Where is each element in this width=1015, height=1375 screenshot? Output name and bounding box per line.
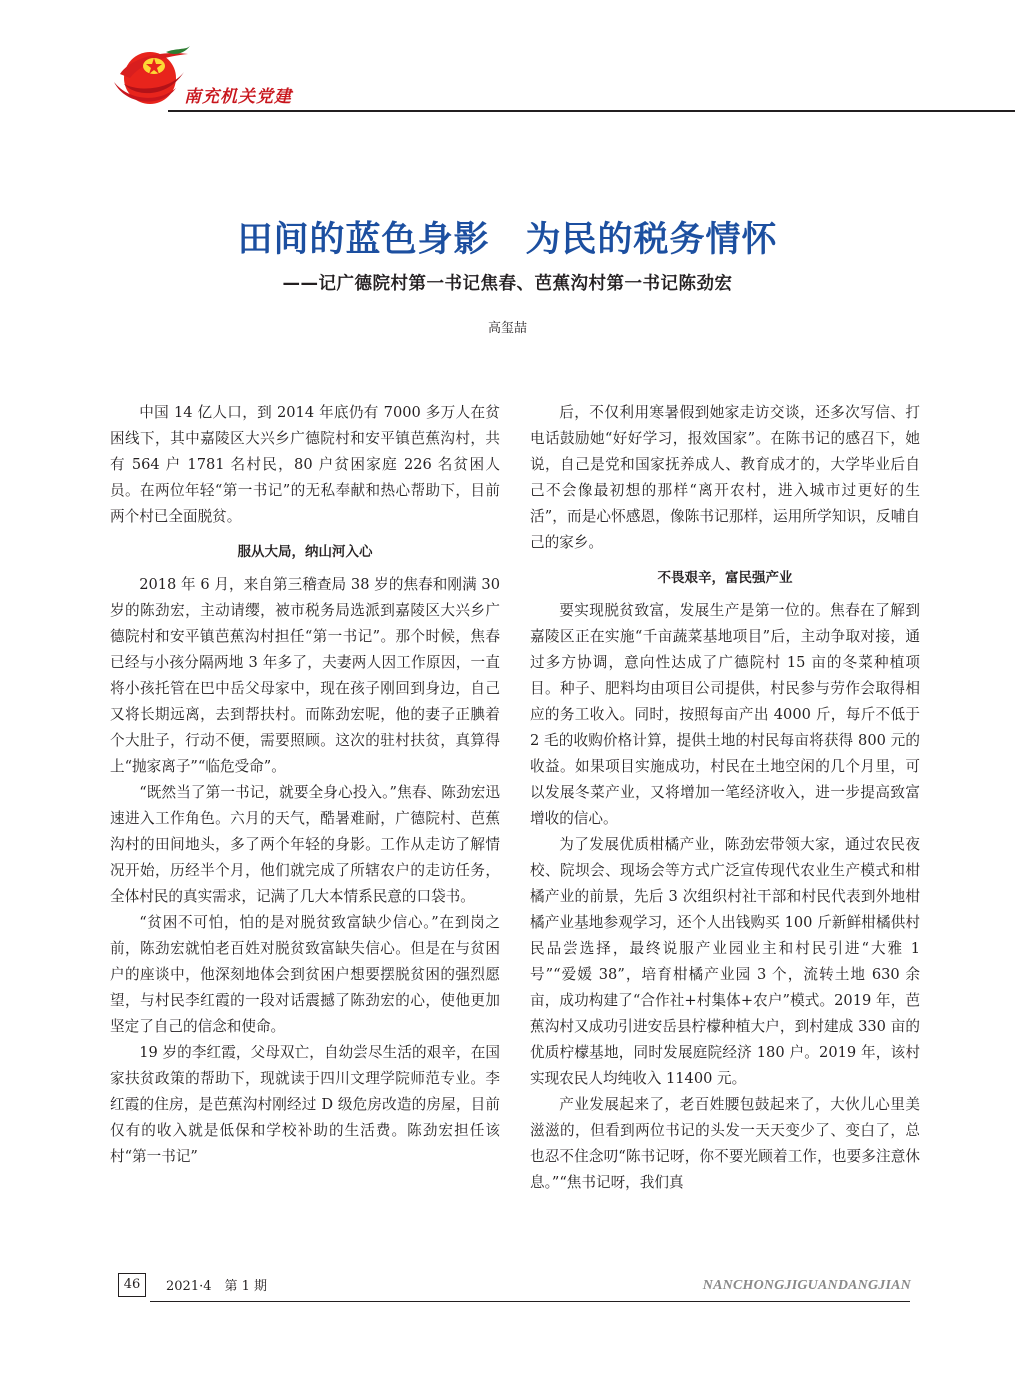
issue-info: 2021·4 第 1 期 — [166, 1279, 268, 1294]
paragraph: 为了发展优质柑橘产业，陈劲宏带领大家，通过农民夜校、院坝会、现场会等方式广泛宣传现代农业生产模式和柑橘产业的前景，先后 3 次组织村社干部和村民代表到外地柑橘产业基地参观学习，还个人出钱购买 100 斤新鲜柑橘供村民品尝选择，最终说服产业园业主和村民引进“大雅 1 号”“爱媛 38”，培育柑橘产业园 3 个，流转土地 630 余亩，成功构建了“合作社+村集体+农户”模式。2019 年，芭蕉沟村又成功引进安岳县柠檬种植大户，到村建成 330 亩的优质柠檬基地，同时发展庭院经济 180 户。2019 年，该村实现农民人均纯收入 11400 元。 — [530, 836, 920, 1087]
party-logo-icon — [110, 44, 192, 110]
paragraph: “贫困不可怕，怕的是对脱贫致富缺少信心。”在到岗之前，陈劲宏就怕老百姓对脱贫致富缺失信心。但是在与贫困户的座谈中，他深刻地体会到贫困户想要摆脱贫困的强烈愿望，与村民李红霞的一段对话震撼了陈劲宏的心，使他更加坚定了自己的信念和使命。 — [110, 914, 500, 1035]
footer-divider — [150, 1301, 910, 1302]
journal-name-en: NANCHONGJIGUANDANGJIAN — [702, 1278, 911, 1293]
page-number: 46 — [118, 1273, 146, 1297]
section-heading: 服从大局，纳山河入心 — [237, 544, 373, 560]
article-subtitle: ——记广德院村第一书记焦春、芭蕉沟村第一书记陈劲宏 — [282, 274, 733, 294]
section-heading: 不畏艰辛，富民强产业 — [657, 570, 793, 586]
paragraph: 产业发展起来了，老百姓腰包鼓起来了，大伙儿心里美滋滋的，但看到两位书记的头发一天天变少了、变白了，总也忍不住念叨“陈书记呀，你不要光顾着工作，也要多注意休息。”“焦书记呀，我们真 — [530, 1096, 920, 1191]
page-header — [0, 0, 1015, 120]
paragraph: 要实现脱贫致富，发展生产是第一位的。焦春在了解到嘉陵区正在实施“千亩蔬菜基地项目”后，主动争取对接，通过多方协调，意向性达成了广德院村 15 亩的冬菜种植项目。种子、肥料均由项目公司提供，村民参与劳作会取得相应的务工收入。同时，按照每亩产出 4000 斤，每斤不低于 2 毛的收购价格计算，提供土地的村民每亩将获得 800 元的收益。如果项目实施成功，村民在土地空闲的几个月里，可以发展冬菜产业，又将增加一笔经济收入，进一步提高致富增收的信心。 — [530, 602, 920, 827]
paragraph: 19 岁的李红霞，父母双亡，自幼尝尽生活的艰辛，在国家扶贫政策的帮助下，现就读于四川文理学院师范专业。李红霞的住房，是芭蕉沟村刚经过 D 级危房改造的房屋，目前仅有的收入就是低保和学校补助的生活费。陈劲宏担任该村“第一书记” — [110, 1044, 500, 1165]
paragraph: 后，不仅利用寒暑假到她家走访交谈，还多次写信、打电话鼓励她“好好学习，报效国家”。在陈书记的感召下，她说，自己是党和国家抚养成人、教育成才的，大学毕业后自己不会像最初想的那样“离开农村，进入城市过更好的生活”，而是心怀感恩，像陈书记那样，运用所学知识，反哺自己的家乡。 — [530, 404, 920, 551]
header-divider — [168, 110, 1015, 112]
paragraph: “既然当了第一书记，就要全身心投入。”焦春、陈劲宏迅速进入工作角色。六月的天气，酷暑难耐，广德院村、芭蕉沟村的田间地头，多了两个年轻的身影。工作从走访了解情况开始，历经半个月，他们就完成了所辖农户的走访任务，全体村民的真实需求，记满了几大本情系民意的口袋书。 — [110, 784, 500, 905]
article-author: 高玺喆 — [487, 321, 527, 336]
left-column — [110, 400, 500, 1170]
article-title: 田间的蓝色身影 为民的税务情怀 — [237, 219, 778, 260]
right-column — [530, 400, 920, 1196]
paragraph: 2018 年 6 月，来自第三稽查局 38 岁的焦春和刚满 30 岁的陈劲宏，主动请缨，被市税务局选派到嘉陵区大兴乡广德院村和安平镇芭蕉沟村担任“第一书记”。那个时候，焦春已经与小孩分隔两地 3 年多了，夫妻两人因工作原因，一直将小孩托管在巴中岳父母家中，现在孩子刚回到身边，自己又将长期远离，去到帮扶村。而陈劲宏呢，他的妻子正腆着个大肚子，行动不便，需要照顾。这次的驻村扶贫，真算得上“抛家离子”“临危受命”。 — [110, 576, 500, 775]
paragraph: 中国 14 亿人口，到 2014 年底仍有 7000 多万人在贫困线下，其中嘉陵区大兴乡广德院村和安平镇芭蕉沟村，共有 564 户 1781 名村民，80 户贫困家庭 226 名贫困人员。在两位年轻“第一书记”的无私奉献和热心帮助下，目前两个村已全面脱贫。 — [110, 404, 500, 525]
page-footer — [0, 1270, 1015, 1310]
journal-name: 南充机关党建 — [184, 87, 292, 107]
